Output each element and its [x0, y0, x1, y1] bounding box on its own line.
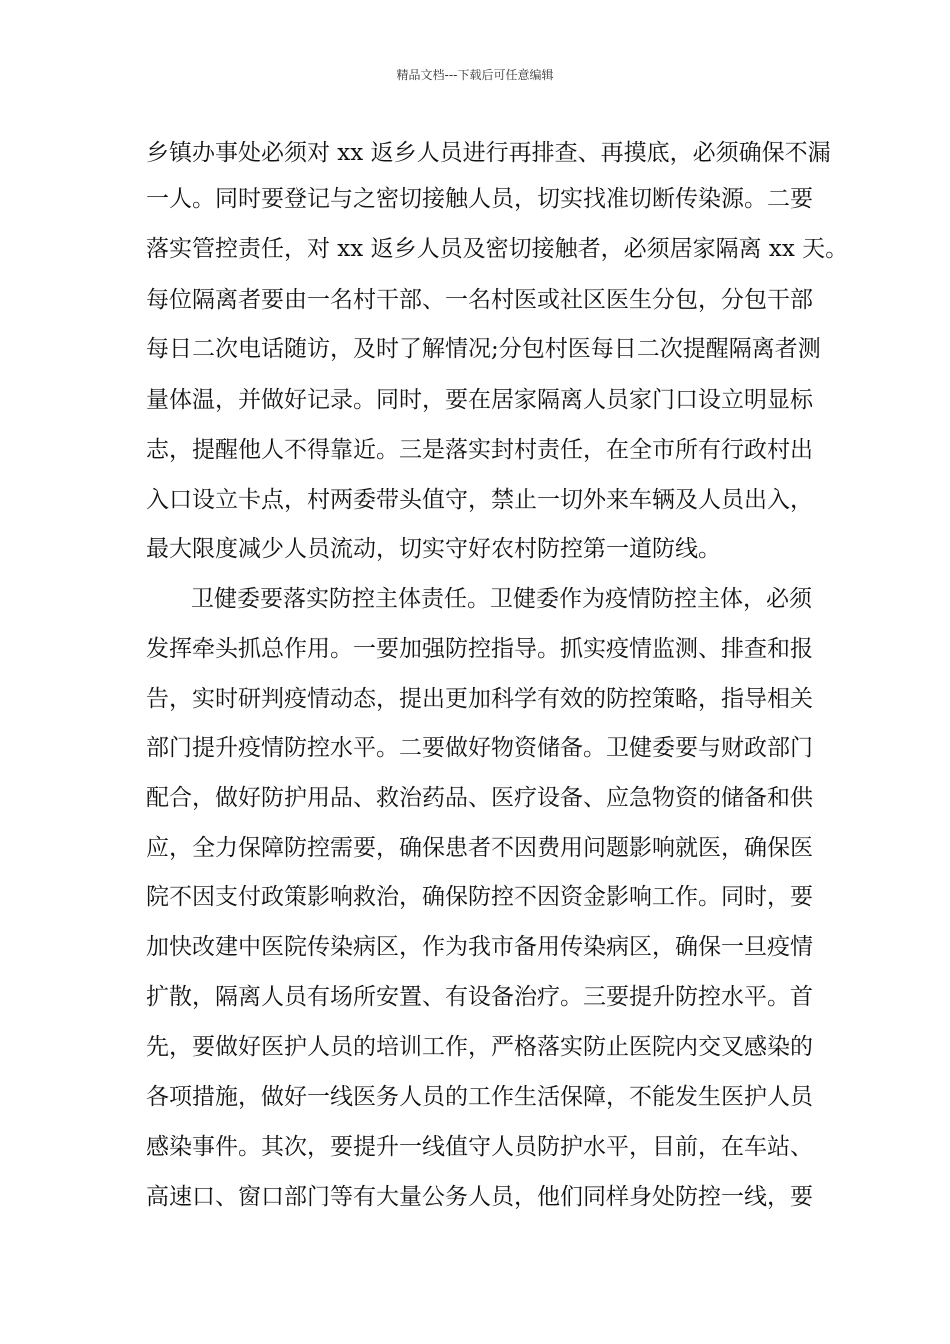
text-line: 部门提升疫情防控水平。二要做好物资储备。卫健委要与财政部门 — [146, 735, 813, 761]
text-line: 扩散，隔离人员有场所安置、有设备治疗。三要提升防控水平。首 — [146, 984, 813, 1010]
paragraph-first-line: 卫健委要落实防控主体责任。卫健委作为疫情防控主体，必须 — [191, 586, 812, 612]
text-line: 每日二次电话随访，及时了解情况;分包村医每日二次提醒隔离者测 — [146, 336, 821, 362]
text-line: 发挥牵头抓总作用。一要加强防控指导。抓实疫情监测、排查和报 — [146, 636, 813, 662]
text-line: 院不因支付政策影响救治，确保防控不因资金影响工作。同时，要 — [146, 884, 813, 910]
text-line: 量体温，并做好记录。同时，要在居家隔离人员家门口设立明显标 — [146, 387, 813, 413]
text-line: 落实管控责任，对 xx 返乡人员及密切接触者，必须居家隔离 xx 天。 — [146, 236, 849, 262]
text-line: 感染事件。其次，要提升一线值守人员防护水平，目前，在车站、 — [146, 1134, 813, 1160]
text-line: 乡镇办事处必须对 xx 返乡人员进行再排查、再摸底，必须确保不漏 — [146, 140, 831, 166]
text-line: 入口设立卡点，村两委带头值守，禁止一切外来车辆及人员出入， — [146, 487, 813, 513]
text-line: 告，实时研判疫情动态，提出更加科学有效的防控策略，指导相关 — [146, 686, 813, 712]
text-line: 应，全力保障防控需要，确保患者不因费用问题影响就医，确保医 — [146, 835, 813, 861]
text-line: 配合，做好防护用品、救治药品、医疗设备、应急物资的储备和供 — [146, 785, 813, 811]
text-line: 高速口、窗口部门等有大量公务人员，他们同样身处防控一线，要 — [146, 1184, 813, 1210]
text-line: 每位隔离者要由一名村干部、一名村医或社区医生分包，分包干部 — [146, 287, 813, 313]
text-line: 加快改建中医院传染病区，作为我市备用传染病区，确保一旦疫情 — [146, 934, 813, 960]
text-line: 志，提醒他人不得靠近。三是落实封村责任，在全市所有行政村出 — [146, 437, 813, 463]
text-line: 最大限度减少人员流动，切实守好农村防控第一道防线。 — [146, 536, 721, 562]
text-line: 一人。同时要登记与之密切接触人员，切实找准切断传染源。二要 — [146, 186, 813, 212]
text-line: 各项措施，做好一线医务人员的工作生活保障，不能发生医护人员 — [146, 1084, 813, 1110]
page-header: 精品文档---下载后可任意编辑 — [396, 68, 554, 82]
text-line: 先，要做好医护人员的培训工作，严格落实防止医院内交叉感染的 — [146, 1034, 813, 1060]
